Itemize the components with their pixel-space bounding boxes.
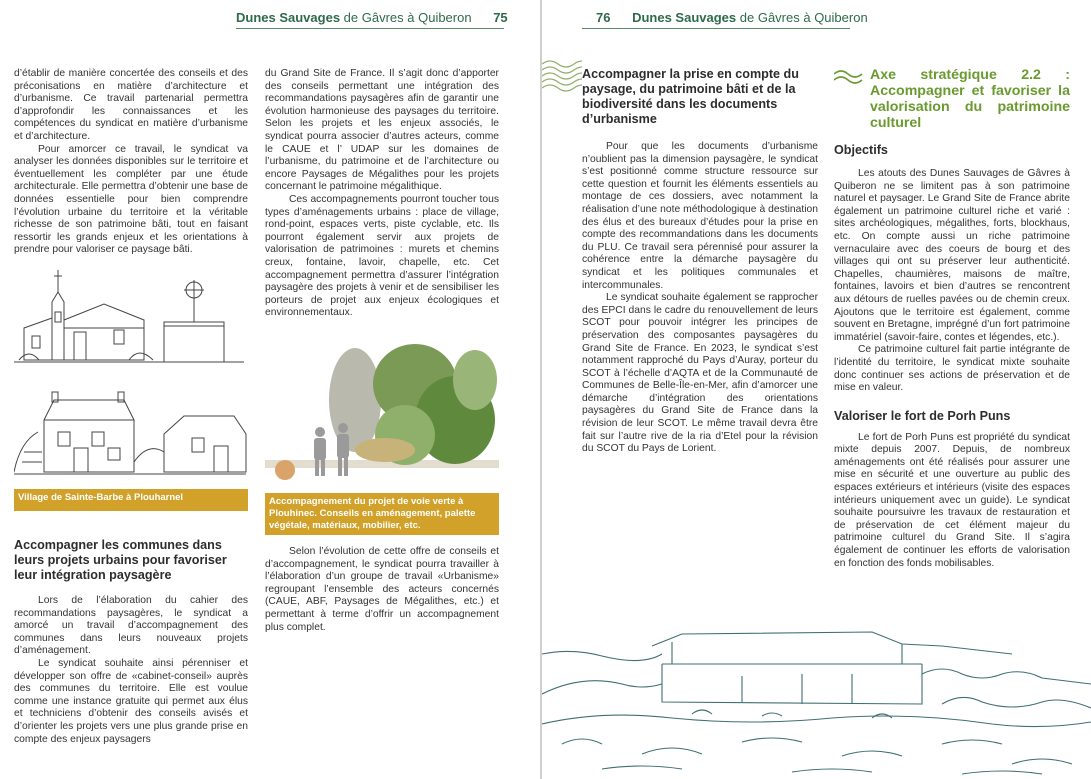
paragraph: Ces accompagnements pourront toucher tous types d’aménagements urbains : place de village, rond-point, espaces verts, piste cyclable, etc. Ils pourront également servir aux projets de valorisation de patrimoines : murets et chemins creux, fontaine, lavoir, chapelle, etc. Cet accompagnement permettra d’assurer l’intégration paysagère des projets à venir et de sensibiliser les porteurs de projet aux enjeux écologiques et environnementaux.	[265, 193, 499, 319]
right-page	[542, 0, 1091, 779]
greenway-illustration	[265, 340, 499, 490]
fort-sketch	[542, 624, 1091, 779]
header-title-bold: Dunes Sauvages	[632, 10, 737, 25]
village-houses-sketch	[14, 382, 248, 484]
paragraph: Lors de l’élaboration du cahier des recommandations paysagères, le syndicat a amorcé un travail d’accompagnement des communes dans leurs nouveaux projets d’aménagement.	[14, 595, 248, 657]
paragraph: Les atouts des Dunes Sauvages de Gâvres à Quiberon ne se limitent pas à son patrimoine naturel et paysager. Le Grand Site de France abrite également un patrimoine culturel riche et varié : sites archéologiques, mégalithes, forts, blockhaus, etc. On compte aussi un riche patrimoine vernaculaire avec des coeurs de bourg et des villages qui ont su préserver leur authenticité. Chapelles, chaumières, maisons de maître, fontaines, lavoirs et bien d’autres se rencontrent aux détours de ruelles pavées ou de chemin creux. Ajoutons que le territoire est également, comme souvent en Bretagne, imprégné d’un fort patrimoine immatériel (savoir-faire, contes et légendes, etc.).	[834, 168, 1070, 343]
church-sketch	[14, 262, 248, 370]
left-column-2-bottom	[265, 546, 499, 634]
section-heading: Accompagner les communes dans leurs projets urbains pour favoriser leur intégration paysagère	[14, 538, 227, 582]
paragraph: Pour que les documents d’urbanisme n’oublient pas la dimension paysagère, le syndicat s’est positionné comme structure ressource sur cette question et fournit les éléments essentiels au montage de ces dossiers, avec notamment la réalisation d’une note méthodologique à destination des élus et des bureaux d’études pour la prise en compte des recommandations dans les documents du PLU. Ce travail sera pérennisé pour assurer la cohérence entre la démarche paysagère du syndicat et les politiques communales et intercommunales.	[582, 141, 818, 291]
right-column-1	[582, 67, 818, 456]
header-title-bold: Dunes Sauvages	[236, 10, 341, 25]
header-rule	[236, 28, 504, 29]
paragraph: Le syndicat souhaite ainsi pérenniser et développer son offre de «cabinet-conseil» auprès des communes du territoire. Elle est voulue comme une instance gratuite qui permet aux élus et techniciens d’obtenir des conseils avisés et d’orienter les projets vers une plus grande prise en compte des enjeux paysagers	[14, 657, 248, 745]
image-caption: Village de Sainte-Barbe à Plouharnel	[14, 489, 248, 511]
header-title-rest: de Gâvres à Quiberon	[739, 10, 868, 25]
section-heading: Valoriser le fort de Porh Puns	[834, 408, 1011, 423]
page-number: 76	[596, 10, 611, 25]
section-heading: Accompagner la prise en compte du paysage, du patrimoine bâti et de la biodiversité dans les documents d’urbanisme	[582, 67, 799, 126]
header-rule	[582, 28, 850, 29]
header-title-rest: de Gâvres à Quiberon	[343, 10, 472, 25]
paragraph: Le fort de Porh Puns est propriété du syndicat mixte depuis 2007. Depuis, de nombreux aménagements ont été réalisés pour assurer une mise en sécurité et une ouverture au public des espaces extérieurs et intérieurs (visite des espaces intérieurs uniquement avec un guide). Le syndicat souhaite poursuivre les travaux de restauration et de préservation de cet élément majeur du patrimoine culturel du Grand Site. Il s’agira également de continuer les efforts de valorisation en fonction des fonds mobilisables.	[834, 431, 1070, 569]
wave-motif-icon	[542, 58, 582, 98]
strategic-axis-title: Axe stratégique 2.2 : Accompagner et favoriser la valorisation du patrimoine culturel	[870, 67, 1070, 131]
left-page	[0, 0, 540, 779]
image-caption: Accompagnement du projet de voie verte à Plouhinec. Conseils en aménagement, palette végétale, matériaux, mobilier, etc.	[265, 493, 499, 535]
paragraph: d’établir de manière concertée des conseils et des préconisations en matière d’architecture et d’urbanisme. Ce travail partenarial permettra d’approfondir les connaissances et les compétences du syndicat en matière d’urbanisme et d’architecture.	[14, 68, 248, 142]
left-column-1-bottom	[14, 538, 248, 746]
left-column-1-top	[14, 68, 248, 257]
paragraph: Ce patrimoine culturel fait partie intégrante de l’identité du territoire, le syndicat mixte souhaite donc continuer ses actions de préservation et de mise en valeur.	[834, 344, 1070, 394]
paragraph: Selon l’évolution de cette offre de conseils et d’accompagnement, le syndicat pourra travailler à l’élaboration d’un groupe de travail «Urbanisme» regroupant l’ensemble des acteurs concernés (CAUE, ABF, Paysages de Mégalithes, etc.) et permettant à terme d’offrir un accompagnement plus complet.	[265, 546, 499, 633]
paragraph: Pour amorcer ce travail, le syndicat va analyser les données disponibles sur le territoire et éventuellement les compléter par une étude architecturale. Elle permettra d’obtenir une base de données essentielle pour bien comprendre l’évolution urbaine du territoire et la véritable richesse de son patrimoine bâti, tout en faisant ressortir les grands enjeux et les orientations à prendre pour valoriser ce paysage bâti.	[14, 143, 248, 256]
page-header	[236, 10, 508, 25]
page-number: 75	[493, 10, 508, 25]
paragraph: du Grand Site de France. Il s’agit donc d’apporter des conseils permettant une intégration des recommandations paysagères afin de garantir une évolution harmonieuse des paysages du territoire. Selon les projets et les enjeux associés, le syndicat pourra associer d’autres acteurs, comme le CAUE et l’ UDAP sur les domaines de l’urbanisme, du patrimoine et de l’architecture ou encore Paysages de Mégalithes pour les projets concernant le patrimoine mégalithique.	[265, 68, 499, 193]
section-heading: Objectifs	[834, 143, 888, 157]
right-column-2	[834, 67, 1070, 570]
left-column-2-top	[265, 68, 499, 320]
page-header	[596, 10, 868, 25]
paragraph: Le syndicat souhaite également se rapprocher des EPCI dans le cadre du renouvellement de leurs SCOT pour pouvoir intégrer les principes de préservation des composantes paysagères du Grand Site de France. En 2023, le syndicat s’est notamment rapproché du Pays d’Auray, porteur du SCOT à l’échelle d’AQTA et de la Communauté de Communes de Belle-Île-en-Mer, afin d’amorcer une démarche d’intégration des orientations paysagères du Grand Site de France dans la révision de leur SCOT. Le même travail devra être fait sur l’autre rive de la ria d’Etel pour la révision du SCOT du Pays de Lorient.	[582, 292, 818, 455]
